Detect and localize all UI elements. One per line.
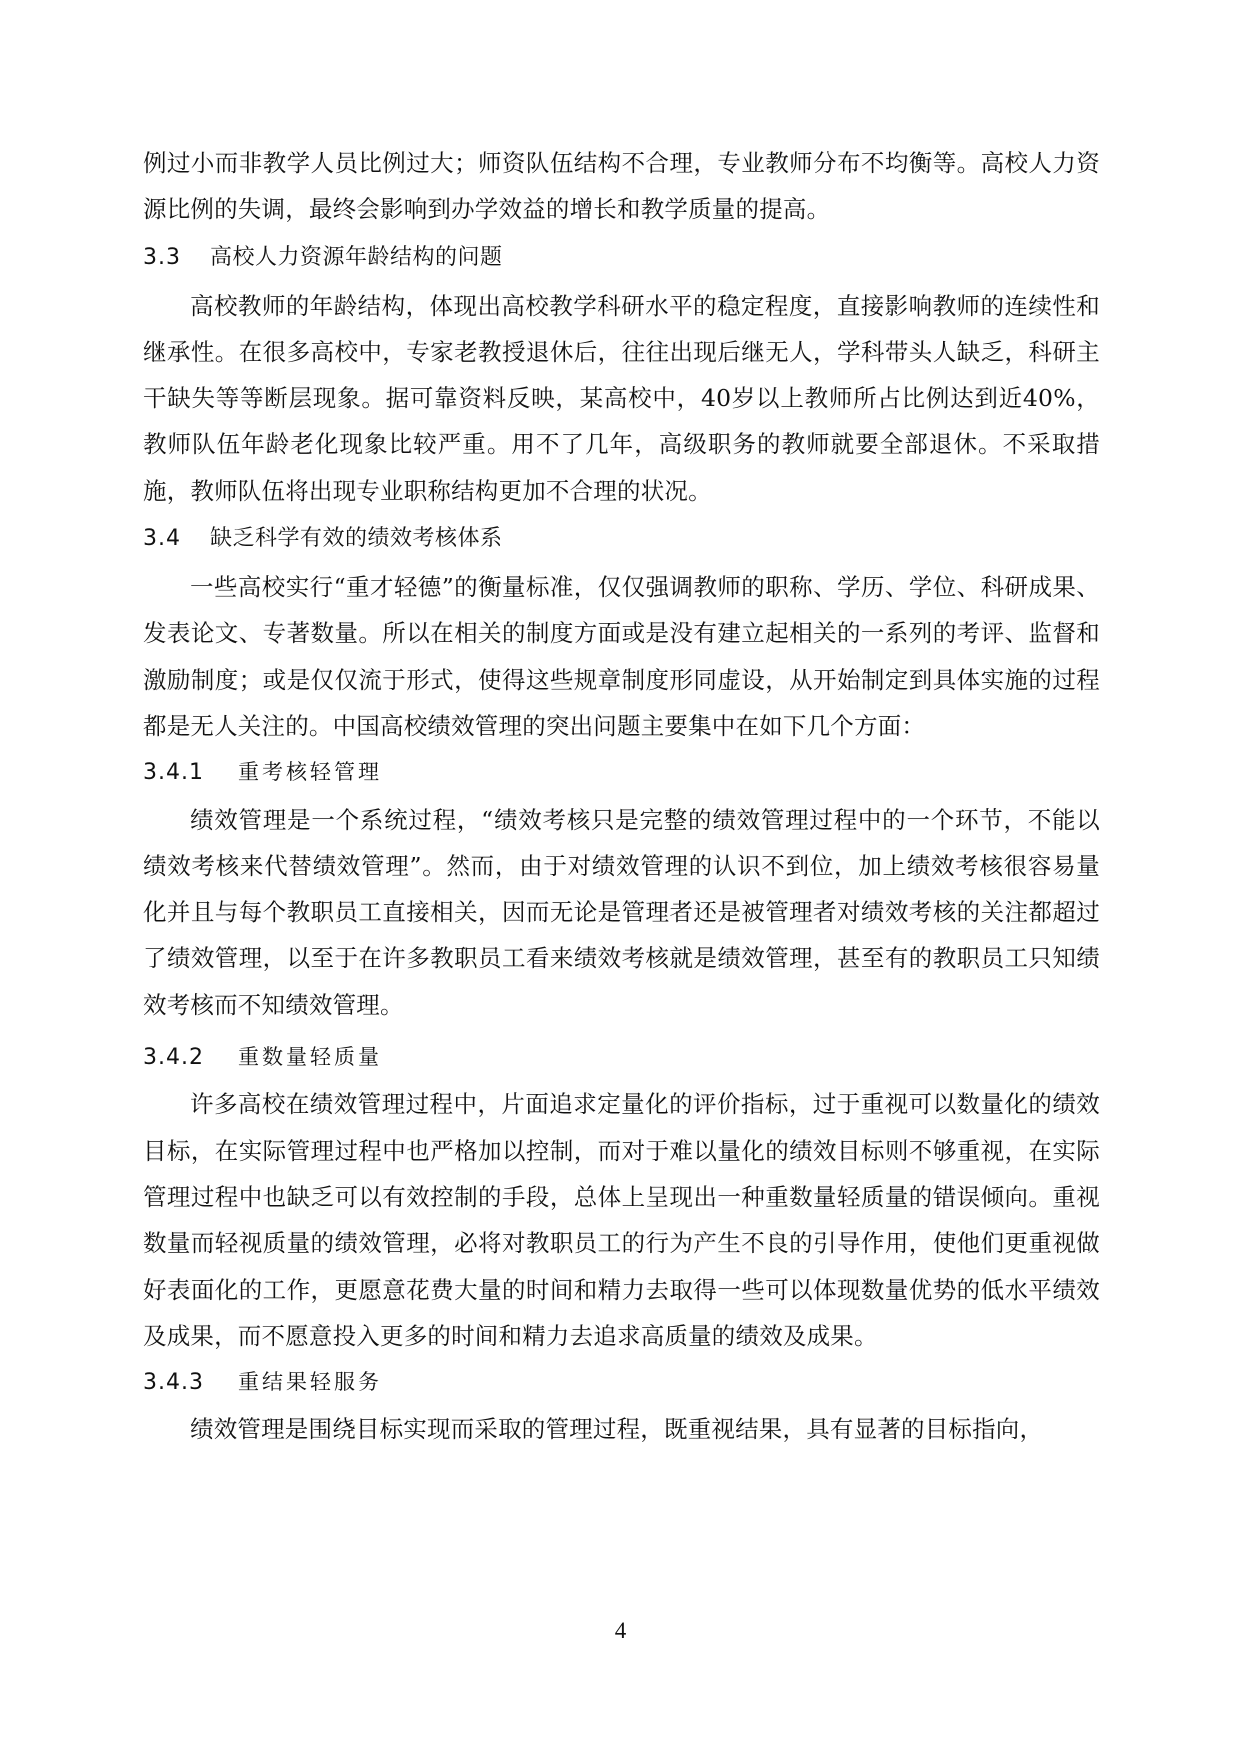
section-number: 3.4	[143, 526, 181, 552]
paragraph-results-over-service: 绩效管理是围绕目标实现而采取的管理过程，既重视结果，具有显著的目标指向，	[190, 1415, 1044, 1444]
section-title: 缺乏科学有效的绩效考核体系	[210, 526, 503, 552]
subsection-heading-3-4-3	[143, 1359, 1100, 1406]
section-number: 3.3	[143, 244, 181, 270]
section-heading-3-4	[143, 514, 1100, 564]
page-body	[143, 140, 1100, 1453]
subsection-title: 重考核轻管理	[238, 760, 382, 785]
subsection-number: 3.4.3	[143, 1370, 204, 1396]
section-title: 高校人力资源年龄结构的问题	[210, 244, 503, 270]
subsection-number: 3.4.1	[143, 760, 204, 786]
subsection-title: 重结果轻服务	[238, 1370, 382, 1395]
paragraph-continued: 例过小而非教学人员比例过大；师资队伍结构不合理，专业教师分布不均衡等。高校人力资源比例的失调，最终会影响到办学效益的增长和教学质量的提高。	[143, 149, 1100, 224]
section-heading-3-3	[143, 233, 1100, 283]
subsection-heading-3-4-2	[143, 1034, 1100, 1081]
page-number: 4	[614, 1618, 627, 1643]
subsection-heading-3-4-1	[143, 749, 1100, 796]
paragraph-age-structure: 高校教师的年龄结构，体现出高校教学科研水平的稳定程度，直接影响教师的连续性和继承性。在很多高校中，专家老教授退休后，往往出现后继无人，学科带头人缺乏，科研主干缺失等等断层现象。据可靠资料反映，某高校中，40岁以上教师所占比例达到近40%，教师队伍年龄老化现象比较严重。用不了几年，高级职务的教师就要全部退休。不采取措施，教师队伍将出现专业职称结构更加不合理的状况。	[143, 291, 1100, 505]
subsection-number: 3.4.2	[143, 1045, 204, 1071]
paragraph-assessment-over-management: 绩效管理是一个系统过程，“绩效考核只是完整的绩效管理过程中的一个环节，不能以绩效考核来代替绩效管理”。然而，由于对绩效管理的认识不到位，加上绩效考核很容易量化并且与每个教职员工直接相关，因而无论是管理者还是被管理者对绩效考核的关注都超过了绩效管理，以至于在许多教职员工看来绩效考核就是绩效管理，甚至有的教职员工只知绩效考核而不知绩效管理。	[143, 805, 1100, 1019]
paragraph-performance-system: 一些高校实行“重才轻德”的衡量标准，仅仅强调教师的职称、学历、学位、科研成果、发表论文、专著数量。所以在相关的制度方面或是没有建立起相关的一系列的考评、监督和激励制度；或是仅仅流于形式，使得这些规章制度形同虚设，从开始制定到具体实施的过程都是无人关注的。中国高校绩效管理的突出问题主要集中在如下几个方面：	[143, 573, 1100, 740]
subsection-title: 重数量轻质量	[238, 1045, 382, 1070]
paragraph-quantity-over-quality: 许多高校在绩效管理过程中，片面追求定量化的评价指标，过于重视可以数量化的绩效目标，在实际管理过程中也严格加以控制，而对于难以量化的绩效目标则不够重视，在实际管理过程中也缺乏可以有效控制的手段，总体上呈现出一种重数量轻质量的错误倾向。重视数量而轻视质量的绩效管理，必将对教职员工的行为产生不良的引导作用，使他们更重视做好表面化的工作，更愿意花费大量的时间和精力去取得一些可以体现数量优势的低水平绩效及成果，而不愿意投入更多的时间和精力去追求高质量的绩效及成果。	[143, 1090, 1100, 1350]
